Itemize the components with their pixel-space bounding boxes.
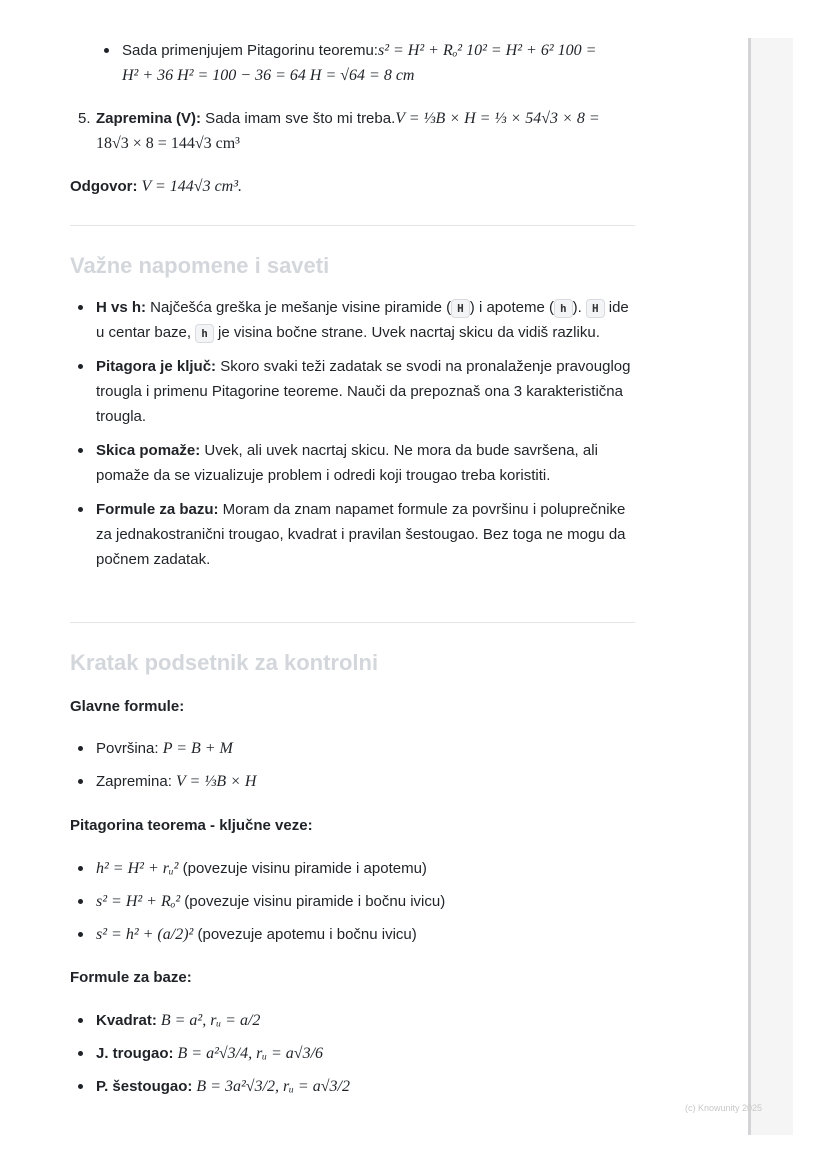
answer (70, 174, 636, 199)
list-item: Kvadrat: B = a², rᵤ = a/2 (70, 1008, 636, 1033)
answer-math: V = 144√3 cm³. (137, 178, 243, 195)
math-line: H² + 36 H² = 100 − 36 = 64 H = √64 = 8 cm (122, 67, 415, 84)
code-chip: h (195, 324, 214, 343)
answer-label: Odgovor: (70, 178, 138, 195)
step-text: Sada imam sve što mi treba. (201, 110, 396, 127)
watermark: (c) Knowunity 2025 (685, 1103, 763, 1113)
list-item: Pitagora je ključ: Skoro svaki teži zadatak se svodi na pronalaženje pravouglog trougla i primenu Pitagorine teoreme. Nauči da prepoznaš ona 3 karakteristična trougla. (70, 354, 636, 429)
pythagoras-list (70, 856, 636, 947)
divider (70, 225, 635, 226)
list-item: Površina: P = B + M (70, 736, 636, 761)
code-chip: H (451, 299, 470, 318)
list-item: Skica pomaže: Uvek, ali uvek nacrtaj skicu. Ne mora da bude savršena, ali pomaže da se vizualizuje problem i odredi koji trougao treba koristiti. (70, 438, 636, 488)
step-5 (70, 106, 636, 156)
list-item: Zapremina: V = ⅓B × H (70, 769, 636, 794)
main-formulas-list (70, 736, 636, 794)
section-title: Kratak podsetnik za kontrolni (70, 650, 379, 675)
base-formulas-list (70, 1008, 636, 1099)
list-item: s² = h² + (a/2)² (povezuje apotemu i bočnu ivicu) (70, 922, 636, 947)
step-bullet (96, 38, 636, 88)
scrollbar[interactable] (748, 38, 793, 1135)
step-number: 5. (78, 110, 91, 127)
code-chip: H (586, 299, 605, 318)
list-item: J. trougao: B = a²√3/4, rᵤ = a√3/6 (70, 1041, 636, 1066)
list-item: H vs h: Najčešća greška je mešanje visine piramide ( H ) i apoteme ( h ). H ide u centar baze, h je visina bočne strane. Uvek nacrtaj skicu da vidiš razliku. (70, 295, 636, 345)
list-item: s² = H² + Rₒ² (povezuje visinu piramide i bočnu ivicu) (70, 889, 636, 914)
step-label: Zapremina (V): (96, 110, 202, 127)
code-chip: h (554, 299, 573, 318)
list-item: Formule za bazu: Moram da znam napamet formule za površinu i poluprečnike za jednakostranični trougao, kvadrat i pravilan šestougao. Bez toga ne mogu da počnem zadatak. (70, 497, 636, 572)
list-item: P. šestougao: B = 3a²√3/2, rᵤ = a√3/2 (70, 1074, 636, 1099)
step-text: Sada primenjujem Pitagorinu teoremu: (122, 42, 378, 59)
list-item: h² = H² + rᵤ² (povezuje visinu piramide i apotemu) (70, 856, 636, 881)
math-line: 18√3 × 8 = 144√3 cm³ (96, 135, 240, 152)
subheading: Formule za baze: (70, 969, 192, 986)
tips-list (70, 295, 636, 572)
divider (70, 622, 635, 623)
math-line: V = ⅓B × H = ⅓ × 54√3 × 8 = (395, 110, 600, 127)
section-title: Važne napomene i saveti (70, 253, 330, 278)
subheading: Pitagorina teorema - ključne veze: (70, 817, 313, 834)
subheading: Glavne formule: (70, 698, 185, 715)
math-line: s² = H² + Rₒ² 10² = H² + 6² 100 = (377, 42, 597, 59)
